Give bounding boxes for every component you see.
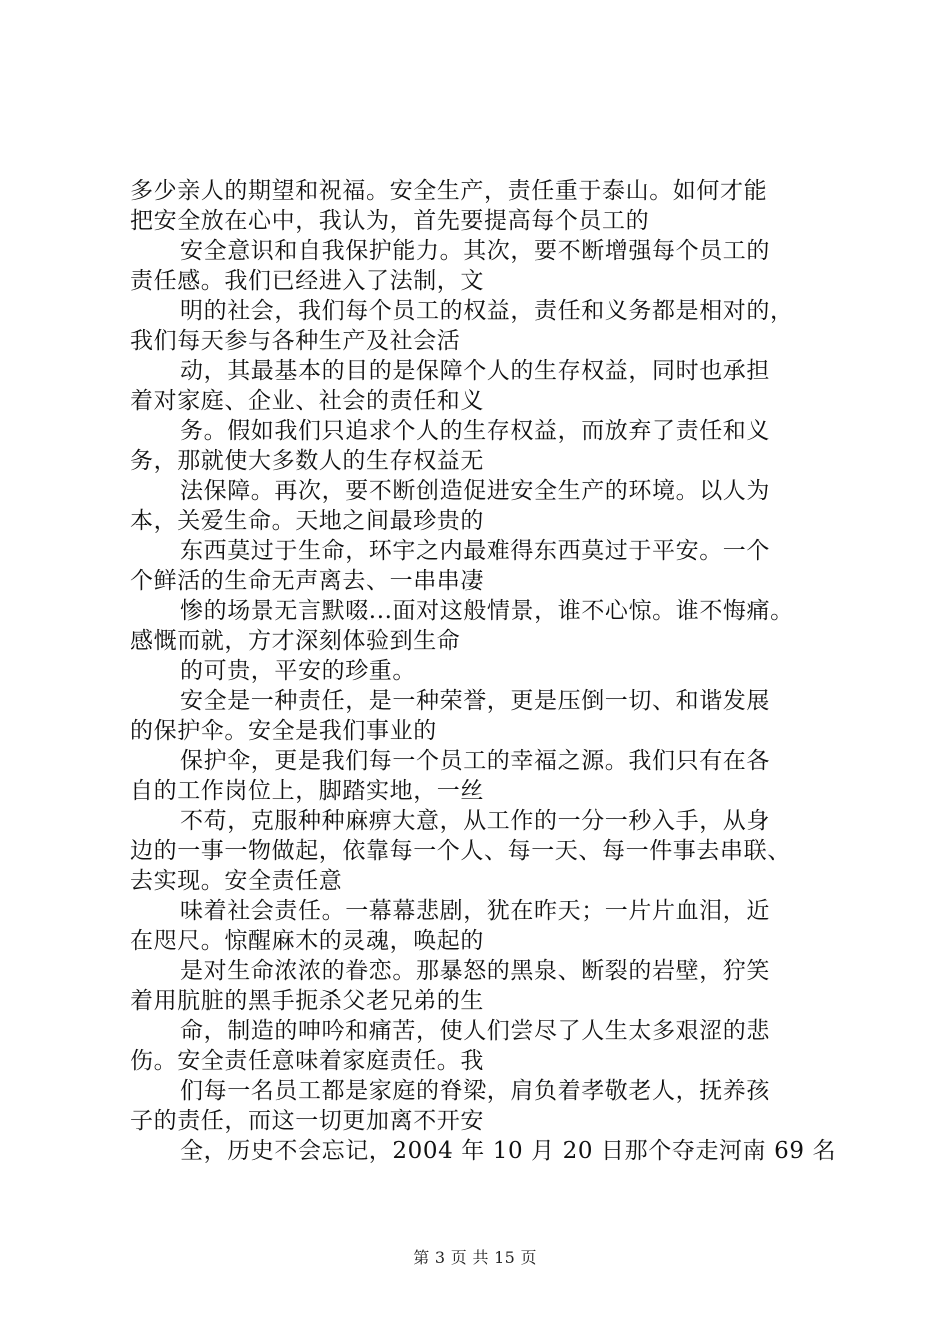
text-line: 的可贵，平安的珍重。 (180, 658, 416, 684)
text-line: 责任感。我们已经进入了法制，文 (130, 268, 484, 294)
text-line: 去实现。安全责任意 (130, 868, 343, 894)
text-line: 不苟，克服种种麻痹大意，从工作的一分一秒入手，从身 (180, 808, 770, 834)
text-line: 伤。安全责任意味着家庭责任。我 (130, 1048, 484, 1074)
text-line: 命，制造的呻吟和痛苦，使人们尝尽了人生太多艰涩的悲 (180, 1018, 770, 1044)
text-line: 安全意识和自我保护能力。其次，要不断增强每个员工的 (180, 238, 770, 264)
text-line: 务，那就使大多数人的生存权益无 (130, 448, 484, 474)
text-line: 务。假如我们只追求个人的生存权益，而放弃了责任和义 (180, 418, 770, 444)
text-line: 们每一名员工都是家庭的脊梁，肩负着孝敬老人，抚养孩 (180, 1078, 770, 1104)
text-line: 味着社会责任。一幕幕悲剧，犹在昨天；一片片血泪，近 (180, 898, 770, 924)
text-line: 是对生命浓浓的眷恋。那暴怒的黑泉、断裂的岩壁，狞笑 (180, 958, 770, 984)
text-line: 个鲜活的生命无声离去、一串串凄 (130, 568, 484, 594)
text-line: 安全是一种责任，是一种荣誉，更是压倒一切、和谐发展 (180, 688, 770, 714)
text-line: 感慨而就，方才深刻体验到生命 (130, 628, 461, 654)
text-line: 全，历史不会忘记，2004 年 10 月 20 日那个夺走河南 69 名 (180, 1138, 837, 1164)
text-line: 在咫尺。惊醒麻木的灵魂，唤起的 (130, 928, 484, 954)
text-line: 保护伞，更是我们每一个员工的幸福之源。我们只有在各 (180, 748, 770, 774)
text-line: 动，其最基本的目的是保障个人的生存权益，同时也承担 (180, 358, 770, 384)
body-text (130, 176, 850, 1166)
text-line: 着用肮脏的黑手扼杀父老兄弟的生 (130, 988, 484, 1014)
text-line: 把安全放在心中，我认为，首先要提高每个员工的 (130, 208, 650, 234)
text-line: 多少亲人的期望和祝福。安全生产，责任重于泰山。如何才能 (130, 178, 768, 204)
text-line: 子的责任，而这一切更加离不开安 (130, 1108, 484, 1134)
text-line: 明的社会，我们每个员工的权益，责任和义务都是相对的， (180, 298, 794, 324)
text-line: 边的一事一物做起，依靠每一个人、每一天、每一件事去串联、 (130, 838, 791, 864)
text-line: 本，关爱生命。天地之间最珍贵的 (130, 508, 484, 534)
page-footer: 第 3 页 共 15 页 (413, 1248, 537, 1267)
text-line: 我们每天参与各种生产及社会活 (130, 328, 461, 354)
text-line: 东西莫过于生命，环宇之内最难得东西莫过于平安。一个 (180, 538, 770, 564)
text-line: 的保护伞。安全是我们事业的 (130, 718, 437, 744)
text-line: 着对家庭、企业、社会的责任和义 (130, 388, 484, 414)
text-line: 自的工作岗位上，脚踏实地，一丝 (130, 778, 484, 804)
text-line: 法保障。再次，要不断创造促进安全生产的环境。以人为 (180, 478, 770, 504)
text-line: 惨的场景无言默啜...面对这般情景，谁不心惊。谁不悔痛。 (180, 598, 794, 624)
